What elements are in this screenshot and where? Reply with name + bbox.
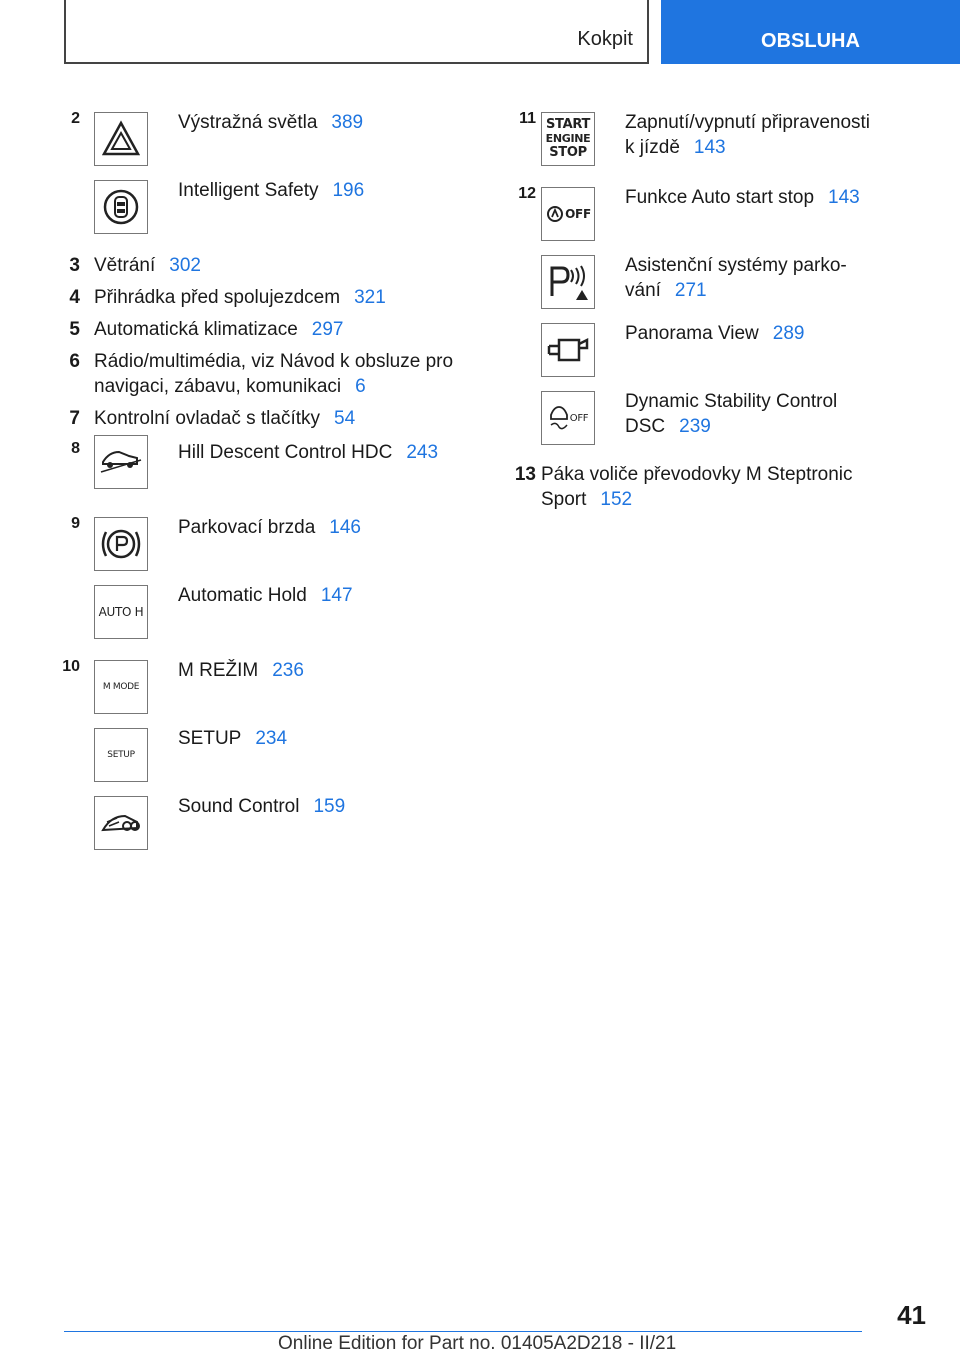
park-assist-text [625, 253, 880, 303]
auto-start-stop-icon [541, 187, 595, 241]
page-link[interactable]: 297 [311, 319, 344, 340]
item-number: 3 [69, 255, 80, 276]
hazard-warning-icon [94, 112, 148, 166]
hill-descent-text [178, 440, 468, 465]
parking-brake-icon [94, 517, 148, 571]
item-number: 6 [69, 351, 80, 372]
item-label: Kontrolní ovladač s tlačítky [94, 408, 320, 429]
item-5 [60, 317, 460, 349]
section-title: Kokpit [577, 28, 633, 50]
page-number: 41 [897, 1300, 926, 1330]
page-link[interactable]: 389 [331, 112, 364, 133]
item-label: Panorama View [625, 323, 759, 344]
dsc-text [625, 389, 880, 439]
footer-divider [64, 1331, 862, 1332]
item-12-panorama-view [508, 319, 888, 387]
item-label: Přihrádka před spolujezdcem [94, 287, 341, 308]
auto-start-stop-icon-text: OFF [565, 207, 591, 221]
item-number: 11 [519, 110, 536, 127]
header-box [64, 0, 649, 64]
item-8 [60, 438, 460, 513]
item-10-sound-control [60, 792, 460, 860]
start-icon-text: START [545, 117, 591, 132]
setup-icon-text: SETUP [107, 750, 135, 760]
item-label: Automatická klimatizace [94, 319, 298, 340]
page-link[interactable]: 239 [679, 416, 711, 437]
start-stop-text [625, 110, 880, 160]
item-label: SETUP [178, 728, 242, 749]
item-11 [508, 108, 888, 183]
item-number: 7 [69, 408, 80, 429]
item-number: 10 [62, 658, 80, 675]
sound-control-icon [94, 796, 148, 850]
item-4 [60, 285, 460, 317]
item-label-line-2: Sport [541, 489, 587, 510]
setup-text [178, 726, 468, 751]
engine-icon-text: ENGINE [545, 132, 591, 145]
page-link[interactable]: 271 [674, 280, 707, 301]
item-label: Parkovací brzda [178, 517, 316, 538]
right-column [508, 108, 888, 512]
item-label-line-2: navigaci, zábavu, komunikaci [94, 376, 342, 397]
item-label-line-2: k jízdě [625, 137, 680, 158]
item-2-intelligent-safety [60, 176, 460, 244]
item-label: Intelligent Safety [178, 180, 319, 201]
item-label-line-1: Páka voliče převodovky M Steptronic [541, 464, 853, 485]
item-label-line-1: Dynamic Stability Control [625, 391, 838, 412]
intelligent-safety-icon [94, 180, 148, 234]
item-number: 2 [71, 110, 80, 127]
item-6 [60, 349, 460, 406]
m-mode-icon-text: M MODE [102, 682, 140, 692]
item-number: 9 [71, 515, 80, 532]
auto-hold-icon-text: AUTO H [98, 605, 144, 619]
item-label: Sound Control [178, 796, 300, 817]
item-number: 8 [71, 440, 80, 457]
start-stop-button-icon [541, 112, 595, 166]
item-12-auto-start-stop [508, 183, 888, 251]
item-label: Funkce Auto start stop [625, 187, 815, 208]
page-link[interactable]: 152 [600, 489, 633, 510]
page-link[interactable]: 54 [334, 408, 356, 429]
stop-icon-text: STOP [549, 145, 587, 160]
item-label: Výstražná světla [178, 112, 318, 133]
item-label-line-2: DSC [625, 416, 666, 437]
page-link[interactable]: 143 [693, 137, 726, 158]
item-9-auto-hold [60, 581, 460, 656]
item-label: M REŽIM [178, 660, 259, 681]
item-number: 12 [518, 185, 536, 202]
page-link[interactable]: 289 [772, 323, 805, 344]
item-label-line-1: Zapnutí/vypnutí připravenosti [625, 112, 871, 133]
item-2-text [178, 110, 468, 135]
page-link[interactable]: 196 [332, 180, 365, 201]
m-mode-icon [94, 660, 148, 714]
page-link[interactable]: 236 [272, 660, 304, 681]
chapter-tab[interactable] [661, 0, 960, 64]
item-number: 13 [514, 464, 536, 485]
item-7 [60, 406, 460, 438]
edition-footer: Online Edition for Part no. 01405A2D218 - II/21 [278, 1333, 677, 1354]
page-link[interactable]: 302 [169, 255, 201, 276]
item-label: Automatic Hold [178, 585, 307, 606]
dsc-icon-text: OFF [569, 412, 589, 424]
left-column [60, 108, 460, 860]
camera-view-icon [541, 323, 595, 377]
item-label-line-2: vání [625, 280, 661, 301]
item-12-park-assist [508, 251, 888, 319]
sound-control-text [178, 794, 468, 819]
item-number: 5 [69, 319, 80, 340]
item-2-hazard [60, 108, 460, 176]
page-link[interactable]: 243 [406, 442, 439, 463]
m-mode-text [178, 658, 468, 683]
page-link[interactable]: 234 [255, 728, 288, 749]
parking-brake-text [178, 515, 468, 540]
item-label: Větrání [94, 255, 156, 276]
intelligent-safety-text [178, 178, 468, 203]
item-label-line-1: Rádio/multimédia, viz Návod k obsluze pro [94, 351, 454, 372]
page-link[interactable]: 321 [354, 287, 386, 308]
panorama-view-text [625, 321, 880, 346]
setup-icon [94, 728, 148, 782]
item-label: Hill Descent Control HDC [178, 442, 393, 463]
hill-descent-icon [94, 435, 148, 489]
chapter-tab-label: OBSLUHA [761, 29, 860, 52]
item-3 [60, 253, 460, 285]
page-link[interactable]: 147 [320, 585, 353, 606]
item-12-dsc [508, 387, 888, 462]
item-label-line-1: Asistenční systémy parko- [625, 255, 847, 276]
auto-hold-icon [94, 585, 148, 639]
item-9-parking-brake [60, 513, 460, 581]
dsc-off-icon [541, 391, 595, 445]
item-10-setup [60, 724, 460, 792]
page-link[interactable]: 146 [329, 517, 361, 538]
item-number: 4 [69, 287, 80, 308]
auto-hold-text [178, 583, 468, 608]
page-link[interactable]: 159 [313, 796, 346, 817]
auto-start-stop-text [625, 185, 880, 210]
item-13 [508, 462, 888, 512]
page-link[interactable]: 143 [828, 187, 860, 208]
page-link[interactable]: 6 [355, 376, 366, 397]
park-distance-icon [541, 255, 595, 309]
item-10-m-mode [60, 656, 460, 724]
